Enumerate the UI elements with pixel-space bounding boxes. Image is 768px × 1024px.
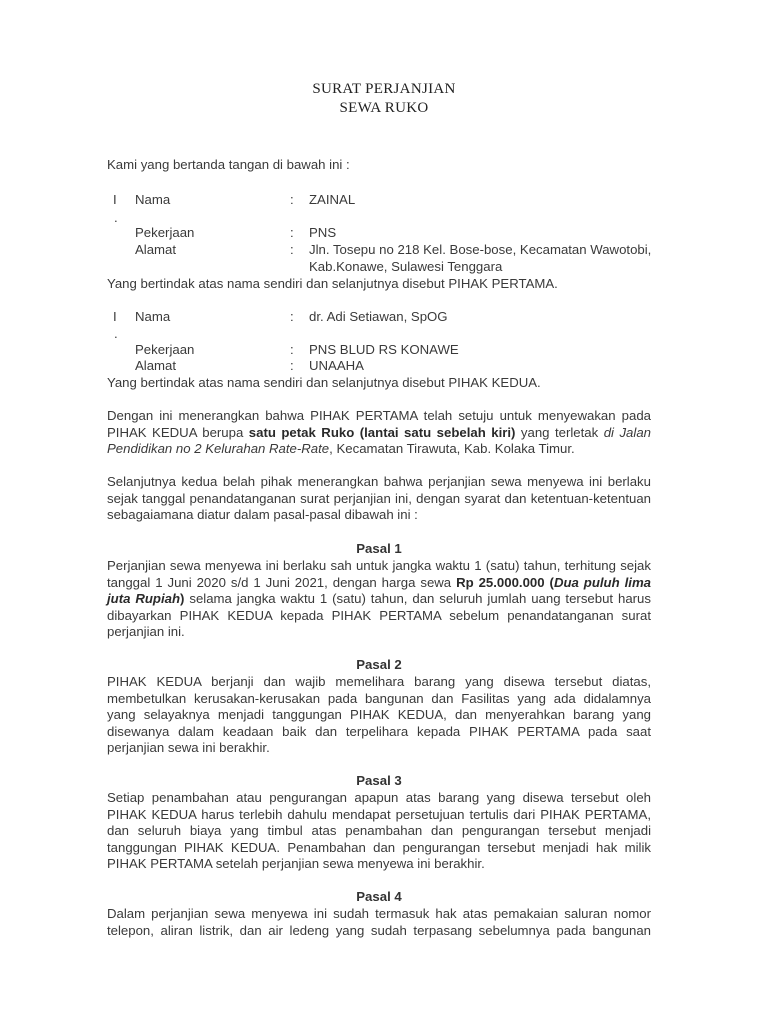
- pasal-2-heading: Pasal 2: [356, 657, 402, 672]
- party-2-address-colon: :: [290, 358, 294, 373]
- pasal-2-body: [107, 674, 651, 757]
- pasal-1-line: perjanjian ini.: [107, 624, 185, 640]
- party-1-address-line-1: Jln. Tosepu no 218 Kel. Bose-bose, Kecamatan Wawotobi,: [309, 242, 652, 257]
- party-1-number-dot: .: [114, 210, 118, 225]
- pasal-2-line: perjanjian sewa ini berakhir.: [107, 740, 270, 756]
- pasal-1-line: dibayarkan PIHAK KEDUA kepada PIHAK PERTAMA sebelum penandatanganan surat: [107, 607, 651, 623]
- agreement-text: , Kecamatan Tirawuta, Kab. Kolaka Timur.: [329, 441, 575, 457]
- pasal-2-line: PIHAK KEDUA berjanji dan wajib memelihara barang yang disewa tersebut diatas,: [107, 674, 651, 689]
- pasal-1-text: tanggal 1 Juni 2020 s/d 1 Juni 2021, dengan harga sewa: [107, 574, 457, 590]
- validity-line-1: Selanjutnya kedua belah pihak menerangkan bahwa perjanjian sewa menyewa ini berlaku: [107, 474, 651, 489]
- pasal-4-body: [107, 906, 651, 939]
- pasal-1-body: [107, 558, 651, 641]
- agreement-text: PIHAK KEDUA berupa: [107, 424, 249, 440]
- pasal-2-line: disewanya dalam keadaan baik dan terpelihara kepada PIHAK PERTAMA pada saat: [107, 723, 651, 739]
- rent-amount-close: ): [180, 591, 185, 607]
- party-2-job-value: PNS BLUD RS KONAWE: [309, 342, 459, 357]
- party-2-name-value: dr. Adi Setiawan, SpOG: [309, 309, 448, 324]
- agreement-text: yang terletak: [515, 424, 604, 440]
- agreement-line-1: Dengan ini menerangkan bahwa PIHAK PERTAMA telah setuju untuk menyewakan pada: [107, 408, 651, 423]
- rent-amount: Rp 25.000.000 (: [456, 574, 554, 590]
- pasal-3-line: dan seluruh biaya yang timbul atas penambahan dan pengurangan tersebut menjadi: [107, 823, 651, 839]
- party-2-number: I: [113, 309, 117, 324]
- party-1-name-label: Nama: [135, 192, 171, 207]
- pasal-3-heading: Pasal 3: [356, 773, 402, 788]
- pasal-4-line: telepon, aliran listrik, dan air ledeng yang sudah terpasang sebelumnya pada bangunan: [107, 922, 651, 938]
- party-2-job-colon: :: [290, 342, 294, 357]
- party-2-name-colon: :: [290, 309, 294, 324]
- pasal-2-line: membetulkan kerusakan-kerusakan pada bangunan dan Fasilitas yang ada didalamnya: [107, 690, 651, 706]
- property-location: di Jalan: [603, 424, 651, 440]
- pasal-1-line: Perjanjian sewa menyewa ini berlaku sah untuk jangka waktu 1 (satu) tahun, terhitung sejak: [107, 558, 651, 573]
- party-2-address-value: UNAAHA: [309, 358, 364, 373]
- pasal-1-line: [107, 591, 651, 608]
- intro-text: Kami yang bertanda tangan di bawah ini :: [107, 157, 350, 172]
- pasal-1-text: selama jangka waktu 1 (satu) tahun, dan seluruh jumlah uang tersebut harus: [184, 591, 651, 607]
- party-1-address-colon: :: [290, 242, 294, 257]
- party-2-address-label: Alamat: [135, 358, 177, 373]
- property-location: Pendidikan no 2 Kelurahan Rate-Rate: [107, 441, 330, 457]
- rent-amount-words: juta Rupiah: [107, 591, 181, 607]
- document-title: [0, 80, 768, 118]
- pasal-3-line: Setiap penambahan atau pengurangan apapun atas barang yang disewa tersebut oleh: [107, 790, 651, 805]
- party-1-name-colon: :: [290, 192, 294, 207]
- party-2-name-label: Nama: [135, 309, 171, 324]
- title-line-2: SEWA RUKO: [339, 100, 429, 116]
- party-1-job-colon: :: [290, 225, 294, 240]
- pasal-1-line: [107, 575, 651, 592]
- pasal-4-heading: Pasal 4: [356, 889, 402, 904]
- pasal-3-line: PIHAK PERTAMA setelah perjanjian sewa menyewa ini berakhir.: [107, 856, 485, 872]
- party-1-job-value: PNS: [309, 225, 337, 240]
- party-1-job-label: Pekerjaan: [135, 225, 195, 240]
- property-description: satu petak Ruko (lantai satu sebelah kiri): [248, 424, 516, 440]
- title-line-1: SURAT PERJANJIAN: [312, 81, 456, 97]
- pasal-3-line: tanggungan PIHAK KEDUA. Penambahan dan pengurangan tersebut menjadi hak milik: [107, 839, 651, 855]
- agreement-line-2: [107, 425, 651, 442]
- party-1-role: Yang bertindak atas nama sendiri dan selanjutnya disebut PIHAK PERTAMA.: [107, 276, 558, 291]
- party-1-address-label: Alamat: [135, 242, 177, 257]
- pasal-3-line: PIHAK KEDUA harus terlebih dahulu mendapat persetujuan tertulis dari PIHAK PERTAMA,: [107, 806, 651, 822]
- pasal-2-line: yang selayaknya menjadi tanggungan PIHAK KEDUA, dan menyerahkan barang yang: [107, 707, 651, 723]
- party-1-number: I: [113, 192, 117, 207]
- pasal-1-heading: Pasal 1: [356, 541, 402, 556]
- party-2-job-label: Pekerjaan: [135, 342, 195, 357]
- party-1-name-value: ZAINAL: [309, 192, 356, 207]
- party-2-role: Yang bertindak atas nama sendiri dan selanjutnya disebut PIHAK KEDUA.: [107, 375, 541, 390]
- validity-line-2: sejak tanggal penandatanganan surat perjanjian ini, dengan syarat dan ketentuan-ketentuan: [107, 490, 651, 506]
- pasal-3-body: [107, 790, 651, 873]
- party-1-address-line-2: Kab.Konawe, Sulawesi Tenggara: [309, 259, 503, 274]
- pasal-4-line: Dalam perjanjian sewa menyewa ini sudah termasuk hak atas pemakaian saluran nomor: [107, 906, 651, 921]
- party-2-number-dot: .: [114, 326, 118, 341]
- rent-amount-words: Dua puluh lima: [553, 574, 651, 590]
- validity-paragraph: [107, 474, 651, 524]
- validity-line-3: sebagaiamana diatur dalam pasal-pasal dibawah ini :: [107, 507, 418, 523]
- agreement-paragraph: [107, 408, 651, 458]
- agreement-line-3: [107, 441, 651, 458]
